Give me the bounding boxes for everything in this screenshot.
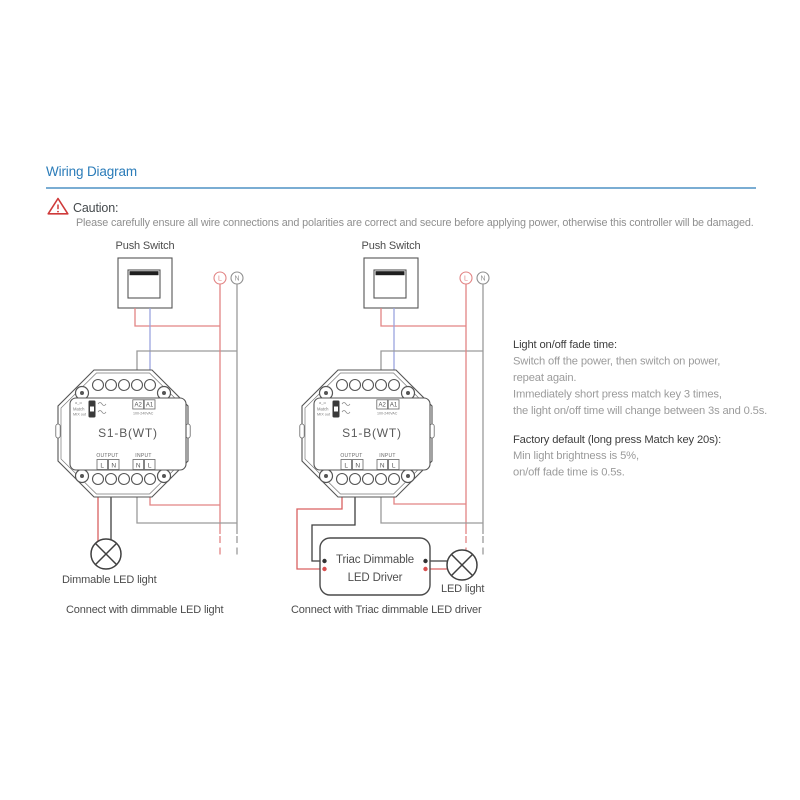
header bbox=[46, 164, 756, 188]
diagram-caption: Connect with dimmable LED light bbox=[66, 604, 224, 616]
input-label: INPUT bbox=[379, 453, 396, 459]
output-n: N bbox=[111, 462, 117, 470]
driver-input-dot-red bbox=[322, 567, 326, 571]
factory-default-title: Factory default (long press Match key 20s): bbox=[513, 434, 722, 446]
fade-time-line: Switch off the power, then switch on power, bbox=[513, 355, 721, 368]
push-switch-label: Push Switch bbox=[361, 240, 421, 252]
fineprint-voltage: 100-240VAC bbox=[377, 411, 398, 416]
triac-driver-box bbox=[320, 538, 430, 595]
driver-input-dot-black bbox=[322, 559, 326, 563]
fade-time-line: repeat again. bbox=[513, 372, 577, 384]
input-l: L bbox=[391, 462, 396, 470]
terminal-a1: A1 bbox=[389, 402, 398, 409]
dimmable-led-lamp bbox=[91, 539, 121, 569]
fineprint-match: Match bbox=[73, 406, 85, 412]
neutral-letter: N bbox=[480, 275, 486, 283]
push-switch-icon bbox=[118, 258, 172, 308]
caution-block bbox=[48, 199, 754, 230]
push-switch-icon bbox=[364, 258, 418, 308]
notes-block bbox=[513, 339, 767, 479]
driver-label-line1: Triac Dimmable bbox=[336, 554, 414, 566]
input-n: N bbox=[379, 462, 385, 470]
driver-output-dot-red bbox=[423, 567, 427, 571]
device-model: S1-B(WT) bbox=[342, 426, 402, 440]
fade-time-line: the light on/off time will change between 3s and 0.5s. bbox=[513, 405, 768, 417]
live-letter: L bbox=[464, 275, 468, 283]
fineprint-match: Match bbox=[317, 406, 329, 412]
input-label: INPUT bbox=[135, 453, 152, 459]
output-label: OUTPUT bbox=[340, 453, 363, 459]
driver-output-dot-black bbox=[423, 559, 427, 563]
diagram-caption: Connect with Triac dimmable LED driver bbox=[291, 604, 482, 616]
device-model: S1-B(WT) bbox=[98, 426, 158, 440]
fade-time-title: Light on/off fade time: bbox=[513, 339, 617, 351]
fineprint-icon: o_o bbox=[319, 400, 326, 405]
driver-label-line2: LED Driver bbox=[347, 572, 403, 584]
factory-default-line: Min light brightness is 5%, bbox=[513, 450, 639, 462]
caution-title: Caution: bbox=[73, 201, 119, 215]
fineprint-mix: MIX out bbox=[317, 412, 331, 417]
caution-body: Please carefully ensure all wire connections and polarities are correct and secure before applying power, otherwise this controller will be damaged. bbox=[76, 217, 754, 229]
input-n: N bbox=[135, 462, 141, 470]
led-lamp bbox=[447, 550, 477, 580]
output-l: L bbox=[344, 462, 349, 470]
diagram-left bbox=[56, 240, 243, 616]
fineprint-mix: MIX out bbox=[73, 412, 87, 417]
output-l: L bbox=[100, 462, 105, 470]
lamp-label: Dimmable LED light bbox=[62, 574, 157, 586]
terminal-a1: A1 bbox=[145, 402, 154, 409]
terminal-a2: A2 bbox=[134, 402, 142, 409]
terminal-a2: A2 bbox=[378, 402, 386, 409]
lamp-label: LED light bbox=[441, 583, 485, 595]
warning-triangle-icon bbox=[48, 199, 68, 214]
fade-time-line: Immediately short press match key 3 times, bbox=[513, 388, 722, 401]
factory-default-line: on/off fade time is 0.5s. bbox=[513, 466, 625, 479]
neutral-letter: N bbox=[234, 275, 240, 283]
fineprint-voltage: 100-240VAC bbox=[133, 411, 154, 416]
page-title: Wiring Diagram bbox=[46, 164, 137, 179]
fineprint-icon: o_o bbox=[75, 400, 82, 405]
push-switch-label: Push Switch bbox=[115, 240, 175, 252]
output-label: OUTPUT bbox=[96, 453, 119, 459]
output-n: N bbox=[355, 462, 361, 470]
diagram-right bbox=[291, 240, 489, 616]
input-l: L bbox=[147, 462, 152, 470]
live-letter: L bbox=[218, 275, 222, 283]
